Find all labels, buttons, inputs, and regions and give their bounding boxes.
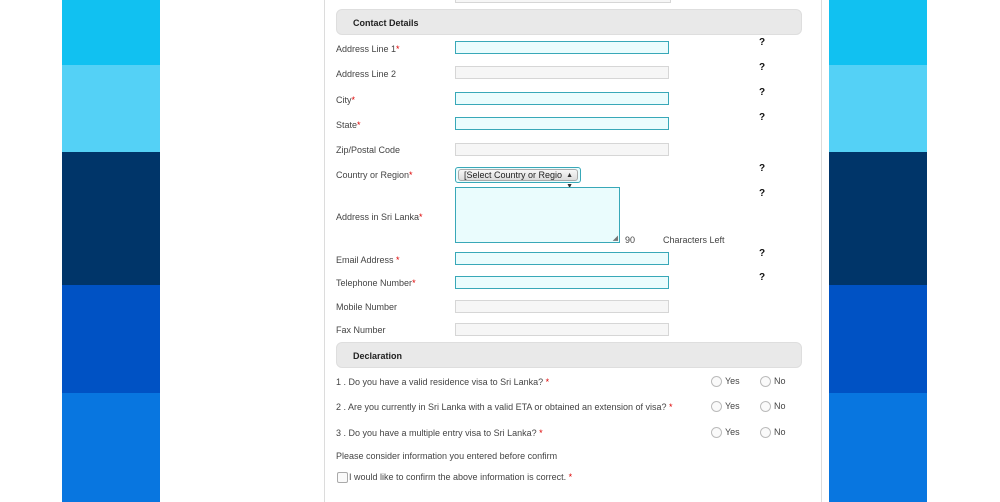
country-help-icon[interactable]: ? bbox=[759, 163, 766, 174]
address-line1-label: Address Line 1* bbox=[336, 44, 400, 54]
declaration-title: Declaration bbox=[353, 351, 403, 361]
q2-yes-radio[interactable]: Yes bbox=[711, 401, 740, 412]
zip-label: Zip/Postal Code bbox=[336, 145, 401, 155]
question-2: 2 . Are you currently in Sri Lanka with a valid ETA or obtained an extension of visa? * bbox=[336, 402, 673, 412]
city-help-icon[interactable]: ? bbox=[759, 87, 766, 98]
select-arrows-icon: ▲ bbox=[566, 172, 573, 179]
sri-lanka-address-label: Address in Sri Lanka* bbox=[336, 212, 423, 222]
resize-handle-icon[interactable]: ◢ bbox=[612, 235, 618, 242]
q2-no-radio[interactable]: No bbox=[760, 401, 786, 412]
state-input[interactable] bbox=[455, 117, 669, 130]
consider-text: Please consider information you entered before confirm bbox=[336, 451, 558, 461]
address-line2-input[interactable] bbox=[455, 66, 669, 79]
zip-input[interactable] bbox=[455, 143, 669, 156]
address-line2-help-icon[interactable]: ? bbox=[759, 62, 766, 73]
char-left-label: Characters Left bbox=[663, 235, 725, 245]
sri-lanka-address-textarea[interactable] bbox=[455, 187, 620, 243]
telephone-label: Telephone Number* bbox=[336, 278, 416, 288]
left-decor-stripe bbox=[62, 0, 160, 502]
mobile-input[interactable] bbox=[455, 300, 669, 313]
country-select[interactable] bbox=[455, 167, 581, 183]
email-help-icon[interactable]: ? bbox=[759, 248, 766, 259]
address-line1-help-icon[interactable]: ? bbox=[759, 37, 766, 48]
contact-details-header bbox=[336, 9, 802, 35]
q1-no-radio[interactable]: No bbox=[760, 376, 786, 387]
state-help-icon[interactable]: ? bbox=[759, 112, 766, 123]
address-line1-input[interactable] bbox=[455, 41, 669, 54]
contact-details-title: Contact Details bbox=[353, 18, 419, 28]
telephone-input[interactable] bbox=[455, 276, 669, 289]
char-count: 90 bbox=[625, 235, 636, 245]
q3-yes-radio[interactable]: Yes bbox=[711, 427, 740, 438]
fax-input[interactable] bbox=[455, 323, 669, 336]
email-label: Email Address * bbox=[336, 255, 400, 265]
country-selected-value: [Select Country or Regio bbox=[464, 170, 563, 180]
email-input[interactable] bbox=[455, 252, 669, 265]
previous-field-input[interactable] bbox=[455, 0, 671, 3]
q3-no-radio[interactable]: No bbox=[760, 427, 786, 438]
fax-label: Fax Number bbox=[336, 325, 386, 335]
right-decor-stripe bbox=[829, 0, 927, 502]
declaration-header bbox=[336, 342, 802, 368]
sri-lanka-address-help-icon[interactable]: ? bbox=[759, 188, 766, 199]
mobile-label: Mobile Number bbox=[336, 302, 398, 312]
city-label: City* bbox=[336, 95, 356, 105]
confirm-label: I would like to confirm the above information is correct. * bbox=[349, 472, 573, 482]
question-1: 1 . Do you have a valid residence visa to Sri Lanka? * bbox=[336, 377, 550, 387]
question-3: 3 . Do you have a multiple entry visa to Sri Lanka? * bbox=[336, 428, 543, 438]
state-label: State* bbox=[336, 120, 361, 130]
q1-yes-radio[interactable]: Yes bbox=[711, 376, 740, 387]
city-input[interactable] bbox=[455, 92, 669, 105]
address-line2-label: Address Line 2 bbox=[336, 69, 397, 79]
telephone-help-icon[interactable]: ? bbox=[759, 272, 766, 283]
confirm-checkbox[interactable] bbox=[337, 472, 348, 483]
country-label: Country or Region* bbox=[336, 170, 413, 180]
